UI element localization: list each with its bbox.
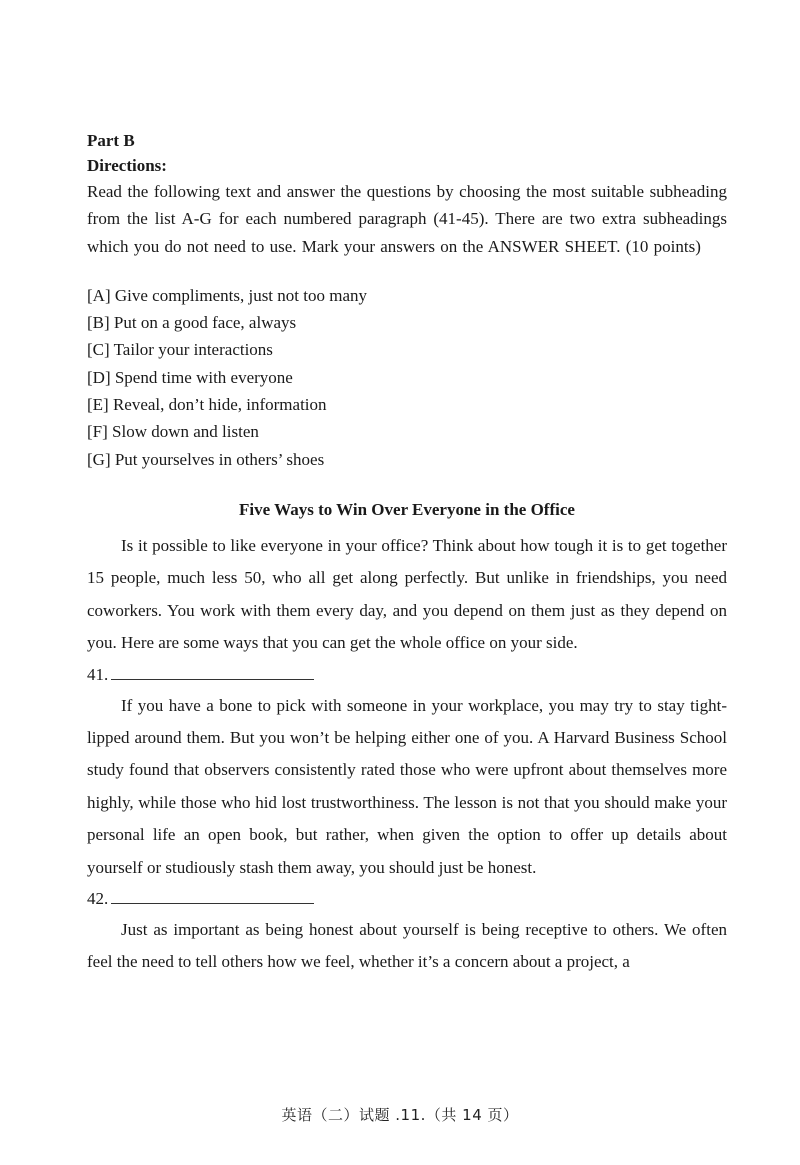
question-41 [87, 660, 727, 690]
page-footer: 英语（二）试题 .11.（共 14 页） [281, 1106, 519, 1124]
question-42 [87, 884, 727, 914]
option-c: [C] Tailor your interactions [87, 340, 273, 360]
option-f: [F] Slow down and listen [87, 422, 259, 442]
exam-page [87, 128, 727, 979]
directions-text: Read the following text and answer the questions by choosing the most suitable subheading from the list A-G for each numbered paragraph (41-45). There are two extra subheadings which you do not need to use. Mark your answers on the ANSWER SHEET. (10 points) [87, 182, 727, 256]
paragraph-42: Just as important as being honest about yourself is being receptive to others. We often feel the need to tell others how we feel, whether it’s a concern about a project, a [87, 920, 727, 972]
answer-blank-41 [111, 665, 314, 680]
option-a: [A] Give compliments, just not too many [87, 285, 367, 305]
option-d: [D] Spend time with everyone [87, 367, 293, 387]
option-g: [G] Put yourselves in others’ shoes [87, 449, 325, 469]
question-42-number: 42. [87, 889, 109, 909]
option-b: [B] Put on a good face, always [87, 313, 297, 333]
option-e: [E] Reveal, don’t hide, information [87, 395, 327, 415]
answer-blank-42 [111, 889, 314, 904]
paragraph-41: If you have a bone to pick with someone in your workplace, you may try to stay tight-lipped around them. But you won’t be helping either one of you. A Harvard Business School study found that observers consistently rated those who were upfront about themselves more highly, while those who hid lost trustworthiness. The lesson is not that you should make your personal life an open book, but rather, when given the option to offer up details about yourself or studiously stash them away, you should just be honest. [87, 695, 727, 877]
directions-label: Directions: [87, 156, 167, 175]
question-41-number: 41. [87, 664, 109, 684]
article-title: Five Ways to Win Over Everyone in the Office [239, 499, 575, 519]
subheading-options-list [87, 282, 727, 473]
part-title: Part B [87, 131, 135, 150]
intro-paragraph: Is it possible to like everyone in your office? Think about how tough it is to get together 15 people, much less 50, who all get along perfectly. But unlike in friendships, you need coworkers. You work with them every day, and you depend on them just as they depend on you. Here are some ways that you can get the whole office on your side. [87, 535, 727, 653]
